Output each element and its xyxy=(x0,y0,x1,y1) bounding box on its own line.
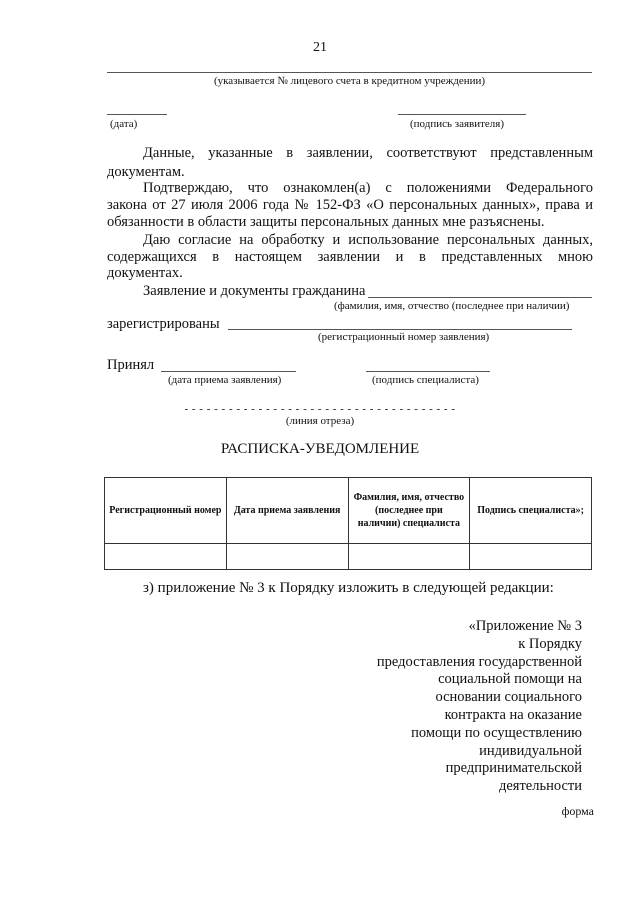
appendix-line: социальной помощи на xyxy=(438,671,582,688)
table-header-row xyxy=(105,478,592,544)
table-header-reg-number: Регистрационный номер xyxy=(105,478,227,544)
table-header-specialist-signature: Подпись специалиста»; xyxy=(470,478,592,544)
registration-number-line xyxy=(228,329,572,330)
paragraph-3-line-2: содержащихся в настоящем заявлении и в представленных мною xyxy=(107,249,593,265)
date-caption: (дата) xyxy=(110,118,138,130)
paragraph-1-line-1: Данные, указанные в заявлении, соответствуют представленным xyxy=(143,145,593,161)
reg-number-caption: (регистрационный номер заявления) xyxy=(318,331,490,343)
citizen-label: Заявление и документы гражданина xyxy=(143,283,366,299)
form-label: форма xyxy=(561,804,594,818)
appendix-line: контракта на оказание xyxy=(444,706,582,723)
paragraph-3-line-3: документах. xyxy=(107,265,183,281)
applicant-signature-line xyxy=(398,114,526,115)
registered-label: зарегистрированы xyxy=(107,316,220,332)
item-z-text: з) приложение № 3 к Порядку изложить в следующей редакции: xyxy=(143,580,554,596)
appendix-line: «Приложение № 3 xyxy=(468,618,582,634)
applicant-signature-caption: (подпись заявителя) xyxy=(410,118,505,130)
receipt-table xyxy=(104,477,592,570)
table-cell xyxy=(105,544,227,570)
page-number: 21 xyxy=(313,40,327,55)
appendix-line: основании социального xyxy=(435,689,582,706)
account-caption: (указывается № лицевого счета в кредитном учреждении) xyxy=(213,75,486,87)
appendix-line: деятельности xyxy=(498,778,582,795)
table-row xyxy=(105,544,592,570)
accept-date-caption: (дата приема заявления) xyxy=(168,374,282,386)
date-line xyxy=(107,114,167,115)
paragraph-3-line-1: Даю согласие на обработку и использование персональных данных, xyxy=(143,232,593,248)
paragraph-2-line-3: обязанности в области защиты персональных данных мне разъяснены. xyxy=(107,214,545,230)
account-line xyxy=(107,72,592,73)
table-header-accept-date: Дата приема заявления xyxy=(226,478,348,544)
appendix-line: помощи по осуществлению xyxy=(411,724,582,741)
appendix-block xyxy=(300,618,582,796)
paragraph-2-line-1: Подтверждаю, что ознакомлен(а) с положениями Федерального xyxy=(143,180,593,196)
appendix-line: к Порядку xyxy=(518,635,582,652)
paragraph-2-line-2: закона от 27 июля 2006 года № 152-ФЗ «О персональных данных», права и xyxy=(107,197,593,213)
appendix-line: индивидуальной xyxy=(479,742,582,759)
citizen-caption: (фамилия, имя, отчество (последнее при наличии) xyxy=(334,300,570,312)
cut-caption: (линия отреза) xyxy=(285,415,355,427)
citizen-name-line xyxy=(368,297,592,298)
paragraph-1-line-2: документам. xyxy=(107,164,185,180)
specialist-signature-caption: (подпись специалиста) xyxy=(372,374,479,386)
receipt-title: РАСПИСКА-УВЕДОМЛЕНИЕ xyxy=(220,441,420,457)
table-header-specialist-name: Фамилия, имя, отчество (последнее при наличии) специалиста xyxy=(348,478,470,544)
appendix-line: предпринимательской xyxy=(445,760,582,777)
accepted-label: Принял xyxy=(107,357,155,373)
table-cell xyxy=(348,544,470,570)
specialist-signature-line xyxy=(366,371,490,372)
table-cell xyxy=(226,544,348,570)
appendix-line: предоставления государственной xyxy=(376,653,582,670)
cut-line: - - - - - - - - - - - - - - - - - - - - - - - - - - - - - - - - - - - - - xyxy=(184,403,456,415)
accept-date-line xyxy=(161,371,296,372)
table-cell xyxy=(470,544,592,570)
